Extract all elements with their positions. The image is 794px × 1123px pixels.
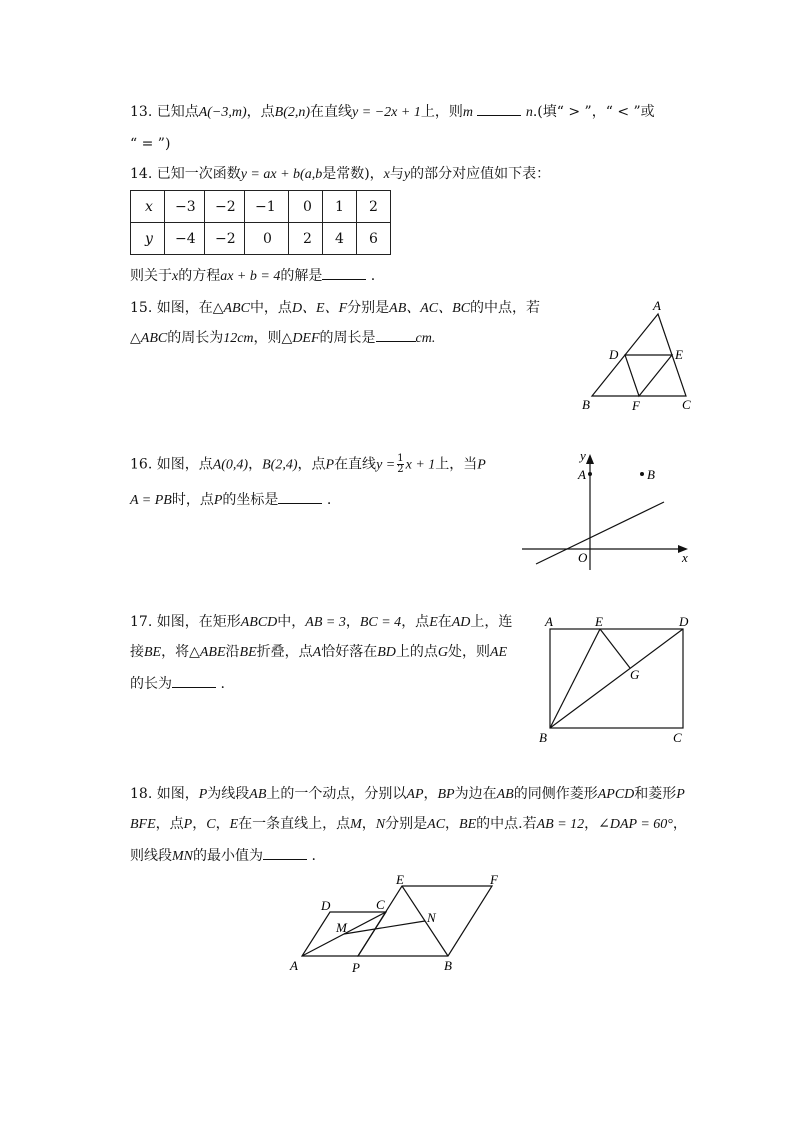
q15-line1 — [130, 298, 540, 319]
q16-text: 上，当 — [435, 456, 478, 473]
q15-points: D、E、F — [291, 301, 348, 316]
q18-text: ， — [672, 816, 687, 832]
q18-e: E — [229, 817, 239, 832]
q15-text: 的周长是 — [319, 330, 376, 346]
q15-text: 分别是 — [347, 300, 390, 316]
q14-text: 则关于 — [130, 268, 172, 284]
q16-text: 的坐标是 — [222, 492, 279, 508]
q17-text: 上的点 — [395, 644, 438, 660]
q18-figure — [286, 872, 506, 978]
q13-answer-blank[interactable] — [477, 103, 521, 116]
q13-text: .(填“ > ”，“ < ”或 — [532, 104, 655, 120]
q13-m: m — [462, 105, 473, 120]
q16-point-p: P — [213, 493, 223, 508]
q18-label-a: A — [290, 958, 298, 973]
q18-text: 为边在 — [454, 786, 497, 802]
table-cell: x — [131, 191, 165, 223]
q16-figure — [518, 444, 698, 574]
q17-segment-eg — [600, 629, 630, 668]
q18-p: P — [183, 817, 193, 832]
q14-line1 — [130, 164, 550, 185]
q13-text: 13. 已知点 — [130, 104, 199, 120]
q17-text: 恰好落在 — [321, 644, 378, 660]
q16-text: ， — [248, 456, 263, 473]
q18-ap: AP — [406, 787, 424, 802]
q15-line2 — [130, 328, 435, 349]
table-cell: 6 — [357, 223, 391, 255]
q16-equation: y = — [376, 457, 396, 473]
q16-point-p: P — [325, 457, 335, 473]
table-row — [131, 191, 391, 223]
q17-text: . — [220, 676, 225, 692]
q15-text: 15. 如图，在 — [130, 300, 213, 316]
q16-text: P — [477, 457, 486, 473]
table-cell: −4 — [165, 223, 205, 255]
q17-text: 接 — [130, 644, 144, 660]
q15-label-c: C — [682, 397, 691, 412]
q17-line2 — [130, 642, 507, 663]
q13-equation: y = −2x + 1 — [352, 105, 421, 120]
q16-frac-den: 2 — [397, 464, 404, 475]
q17-label-d: D — [679, 614, 689, 629]
q16-dot-a — [588, 472, 592, 476]
q16-point-b: B(2,4) — [262, 457, 298, 473]
q17-be: BE — [239, 645, 257, 660]
q14-text: 与 — [389, 166, 404, 182]
q18-text: 的最小值为 — [193, 848, 263, 864]
q16-label-x: x — [682, 550, 688, 565]
q18-bp: BP — [437, 787, 455, 802]
q13-text: ，点 — [246, 104, 275, 120]
table-cell: 2 — [289, 223, 323, 255]
q17-bd: BD — [377, 645, 396, 660]
q18-answer-blank[interactable] — [263, 847, 307, 860]
q15-label-a: A — [653, 298, 661, 313]
q18-text: 的中点.若 — [476, 816, 537, 832]
q15-label-e: E — [675, 347, 683, 362]
q18-ab-value: AB = 12 — [536, 817, 585, 832]
q15-triangle-def — [625, 355, 672, 396]
q15-text: 的中点，若 — [470, 300, 541, 316]
q16-label-b: B — [647, 467, 655, 482]
q17-text: 在 — [437, 614, 452, 630]
q18-c: C — [206, 817, 216, 832]
q18-be: BE — [459, 817, 477, 832]
table-cell: −2 — [205, 223, 245, 255]
q17-text: ，将 — [161, 644, 190, 660]
q16-answer-blank[interactable] — [278, 491, 322, 504]
q16-text: . — [326, 492, 332, 508]
q17-ab: AB = 3 — [305, 615, 346, 630]
q18-mn: MN — [172, 849, 193, 864]
q18-p: P — [198, 787, 208, 802]
q18-text: 18. 如图， — [130, 786, 199, 802]
q16-fraction — [397, 454, 403, 475]
q16-point-a: A(0,4) — [212, 457, 249, 473]
q17-text: ， — [345, 614, 360, 630]
q16-text: 在直线 — [334, 456, 377, 473]
table-cell: y — [131, 223, 165, 255]
q15-triangle: △ABC — [212, 301, 250, 316]
q18-text: ， — [361, 816, 376, 832]
q18-label-p: P — [352, 960, 360, 975]
q14-text: 14. 已知一次函数 — [130, 166, 241, 182]
q18-angle: ∠DAP = 60° — [598, 817, 673, 832]
q17-a: A — [312, 645, 322, 660]
arrow-icon — [586, 454, 594, 464]
q17-diagonal-bd — [550, 629, 683, 728]
q16-text: 16. 如图，点 — [130, 456, 213, 473]
q14-text: 的解是 — [280, 268, 323, 284]
q17-label-g: G — [630, 667, 640, 682]
q17-segment-be — [550, 629, 600, 728]
q13-text: 上，则 — [420, 104, 463, 120]
q17-e: E — [429, 615, 438, 630]
q13-point-a: A(−3,m) — [198, 105, 247, 120]
q17-g: G — [437, 645, 448, 660]
q13-line2: “ = ”) — [130, 136, 171, 152]
q14-text: 的部分对应值如下表： — [410, 166, 551, 182]
q17-abe: △ABE — [189, 645, 226, 660]
q13-line1 — [130, 102, 655, 123]
table-cell: −3 — [165, 191, 205, 223]
q15-triangle: △DEF — [281, 331, 320, 346]
q17-line1 — [130, 612, 512, 633]
q15-label-b: B — [582, 397, 590, 412]
table-row — [131, 223, 391, 255]
q16-text: 时，点 — [171, 492, 214, 508]
q14-equation: ax + b = 4 — [220, 269, 281, 284]
table-cell: −1 — [245, 191, 289, 223]
q17-rect: ABCD — [240, 615, 278, 630]
q18-m: M — [350, 817, 362, 832]
q17-text: 中， — [277, 614, 306, 630]
q15-perimeter: 12cm — [223, 331, 254, 346]
q16-line — [536, 502, 664, 564]
q15-unit: cm. — [415, 331, 436, 346]
q17-text: 处，则 — [448, 644, 490, 660]
q16-condition: A = PB — [130, 493, 172, 508]
table-cell: −2 — [205, 191, 245, 223]
q15-figure — [580, 296, 700, 416]
q18-text: 和菱形 — [634, 786, 677, 802]
q17-ad: AD — [451, 615, 471, 630]
q15-label-d: D — [609, 347, 619, 362]
q18-ab: AB — [496, 787, 514, 802]
q18-p: P — [676, 787, 685, 802]
q15-sides: AB、AC、BC — [389, 301, 471, 316]
q13-text: 在直线 — [310, 104, 353, 120]
q14-text: 是常数)， — [322, 166, 384, 182]
q17-be: BE — [144, 645, 162, 660]
q18-text: . — [311, 848, 316, 864]
q14-answer-blank[interactable] — [322, 267, 366, 280]
q14-x: x — [172, 269, 179, 284]
q18-bfe: BFE — [130, 817, 156, 832]
q18-text: ， — [584, 816, 599, 832]
q17-label-c: C — [673, 730, 682, 745]
q16-frac-num: 1 — [397, 453, 404, 464]
q18-label-b: B — [444, 958, 452, 973]
q18-apcd: APCD — [597, 787, 635, 802]
q17-bc: BC = 4 — [359, 615, 402, 630]
q17-label-b: B — [539, 730, 547, 745]
q14-y: y — [403, 167, 411, 182]
q15-text: 的周长为 — [167, 330, 224, 346]
q17-text: 折叠，点 — [256, 644, 313, 660]
q18-label-m: M — [336, 920, 347, 935]
q18-text: 分别是 — [385, 816, 428, 832]
table-cell: 0 — [245, 223, 289, 255]
q17-answer-blank[interactable] — [172, 675, 216, 688]
q18-label-c: C — [376, 897, 385, 912]
q17-text: 上，连 — [470, 614, 513, 630]
q17-text: 的长为 — [130, 676, 172, 692]
q18-line1 — [130, 784, 685, 805]
q18-label-n: N — [427, 910, 436, 925]
q18-text: 的同侧作菱形 — [513, 786, 598, 802]
q14-x: x — [383, 167, 390, 182]
q18-text: ， — [423, 786, 438, 802]
q18-label-d: D — [321, 898, 331, 913]
q17-line3 — [130, 674, 225, 694]
q16-line1 — [130, 454, 486, 476]
q16-label-o: O — [578, 550, 588, 565]
q16-dot-b — [640, 472, 644, 476]
q17-label-e: E — [595, 614, 603, 629]
q17-text: 17. 如图，在矩形 — [130, 614, 241, 630]
q17-label-a: A — [545, 614, 553, 629]
q17-figure — [536, 612, 698, 752]
q14-value-table — [130, 190, 391, 255]
table-cell: 4 — [323, 223, 357, 255]
table-cell: 2 — [357, 191, 391, 223]
q18-text: 为线段 — [207, 786, 250, 802]
q13-n: n — [525, 105, 533, 120]
q14-text: . — [370, 268, 376, 284]
q18-text: ，点 — [155, 816, 184, 832]
q15-label-f: F — [632, 398, 640, 413]
q16-equation: x + 1 — [405, 457, 436, 473]
q14-line2 — [130, 266, 375, 287]
q14-text: 的方程 — [178, 268, 221, 284]
q18-text: ， — [215, 816, 230, 832]
q18-ab: AB — [249, 787, 267, 802]
q18-text: 上的一个动点，分别以 — [266, 786, 407, 802]
q18-text: 在一条直线上，点 — [238, 816, 351, 832]
q16-label-a: A — [578, 467, 586, 482]
q15-triangle: △ABC — [130, 331, 168, 346]
q18-label-e: E — [396, 872, 404, 887]
q18-text: ， — [192, 816, 207, 832]
q14-equation: y = ax + b(a,b — [240, 167, 323, 182]
q16-label-y: y — [580, 448, 586, 463]
q18-line3 — [130, 846, 316, 867]
q18-line2 — [130, 814, 687, 835]
table-cell: 0 — [289, 191, 323, 223]
q18-n: N — [375, 817, 386, 832]
q16-line2 — [130, 490, 331, 511]
q16-text: ，点 — [297, 456, 326, 473]
q15-answer-blank[interactable] — [376, 329, 416, 342]
q13-point-b: B(2,n) — [274, 105, 311, 120]
q17-ae: AE — [490, 645, 508, 660]
q17-text: 沿 — [225, 644, 240, 660]
q18-label-f: F — [490, 872, 498, 887]
q15-text: ，则 — [253, 330, 282, 346]
q18-text: 则线段 — [130, 848, 172, 864]
q18-ac: AC — [427, 817, 446, 832]
q17-text: ，点 — [401, 614, 430, 630]
table-cell: 1 — [323, 191, 357, 223]
q15-text: 中，点 — [249, 300, 292, 316]
q18-text: ， — [445, 816, 460, 832]
